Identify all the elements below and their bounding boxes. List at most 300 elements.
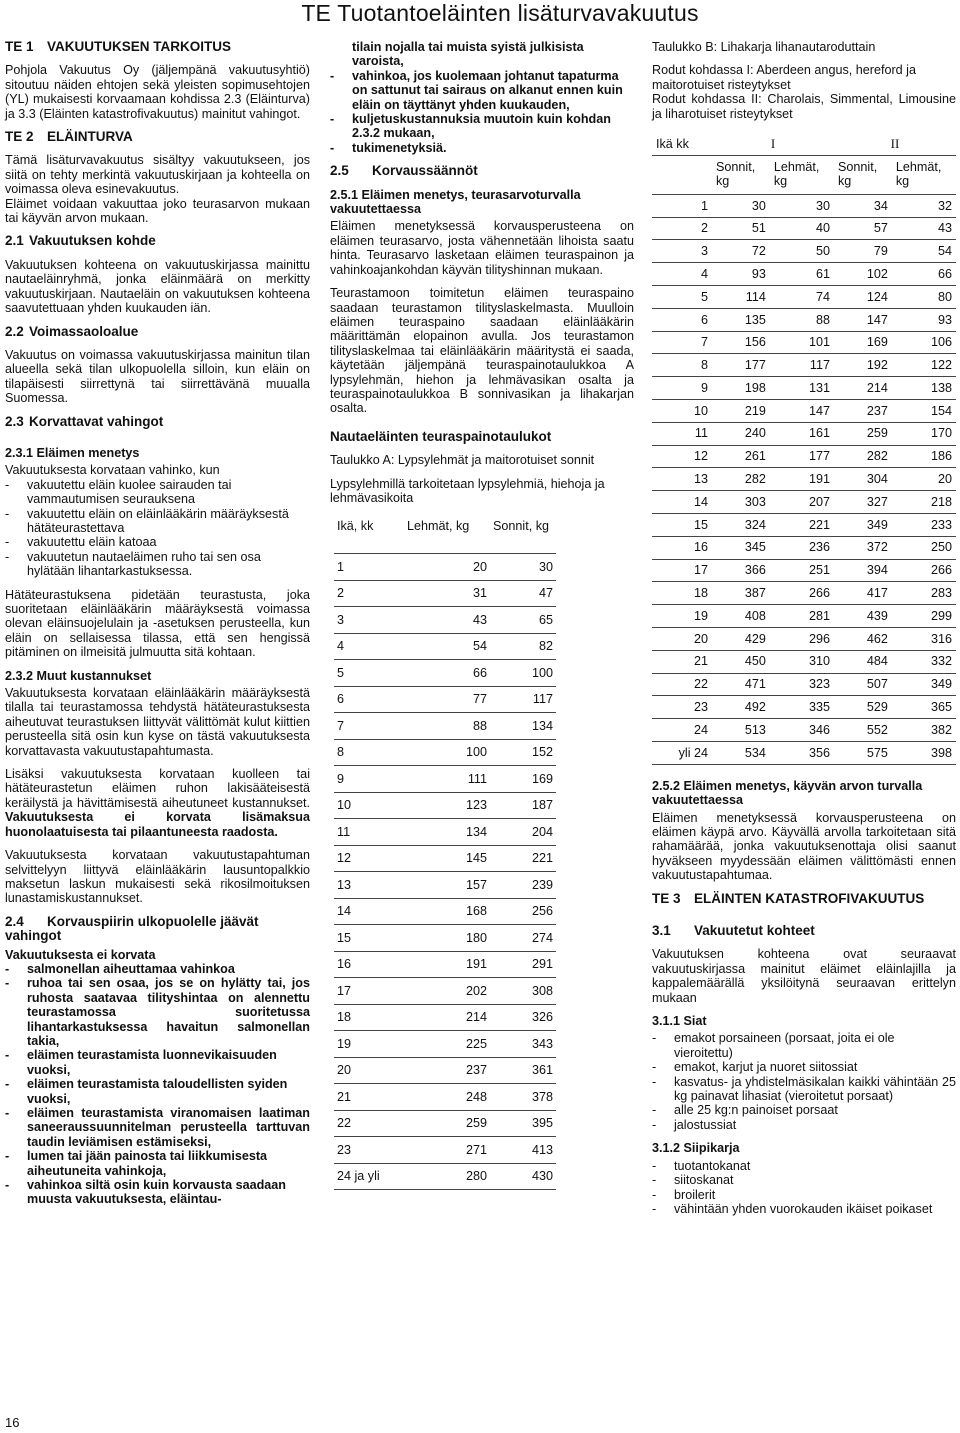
table-cell: 462 <box>834 627 892 650</box>
table-cell: 191 <box>770 468 834 491</box>
pigs-list <box>652 1031 956 1132</box>
table-row <box>652 377 956 400</box>
section-2-5-2-text: Eläimen menetyksessä korvausperusteena on eläimen käypä arvo. Käyvällä arvolla tarkoitetaan sitä rahamäärää, jonka vakuutuksenottaja olisi saanut hyväkseen myydessään eläimen välittömästi ennen vakuutustapahtumaa. <box>652 810 956 883</box>
table-cell: 2 <box>652 217 712 240</box>
list-item: - emakot, karjut ja nuoret siitossiat <box>652 1060 956 1074</box>
table-cell: 22 <box>334 1110 404 1137</box>
table-subheader: Sonnit, kg <box>834 155 892 194</box>
table-cell: 61 <box>770 263 834 286</box>
table-cell: 82 <box>490 633 556 660</box>
table-cell: 366 <box>712 559 770 582</box>
table-cell: 471 <box>712 673 770 696</box>
heading-2-5-1: 2.5.1 Eläimen menetys, teurasarvoturvalla vakuutettaessa <box>330 187 581 217</box>
table-cell: 237 <box>404 1057 490 1084</box>
table-cell: 372 <box>834 536 892 559</box>
table-cell: 207 <box>770 491 834 514</box>
table-cell: 191 <box>404 951 490 978</box>
table-cell: 12 <box>334 845 404 872</box>
table-row <box>652 400 956 423</box>
table-row <box>652 286 956 309</box>
table-row <box>334 686 556 713</box>
table-cell: 346 <box>770 719 834 742</box>
table-cell: 111 <box>404 766 490 793</box>
heading-3-1: 3.1 Vakuutetut kohteet <box>652 923 815 938</box>
table-cell: 225 <box>404 1031 490 1058</box>
table-cell: 484 <box>834 650 892 673</box>
table-cell: 324 <box>712 513 770 536</box>
table-cell: 349 <box>892 673 956 696</box>
table-cell: 492 <box>712 696 770 719</box>
list-item: - ruhoa tai sen osaa, jos se on hylätty tai, jos ruhosta saatavaa tilityshintaa on alennettu teurastamossa suoritetussa lihantarkastuksessa havaitun salmonellan takia, <box>5 976 310 1048</box>
table-cell: 221 <box>770 513 834 536</box>
list-item: - eläimen teurastamista luonnevikaisuuden vuoksi, <box>5 1048 310 1077</box>
list-item: - kasvatus- ja yhdistelmäsikalan kaikki vähintään 25 kg painavat lihasiat (vieroitetut porsaat) <box>652 1075 956 1104</box>
section-2-3-1-intro: Vakuutuksesta korvataan vahinko, kun <box>5 463 220 478</box>
table-cell: 204 <box>490 819 556 846</box>
table-cell: 88 <box>404 713 490 740</box>
table-cell: 30 <box>490 554 556 581</box>
table-cell: 326 <box>490 1004 556 1031</box>
table-cell: 147 <box>834 308 892 331</box>
page-number: 16 <box>5 1415 20 1430</box>
table-subheader: Lehmät, kg <box>892 155 956 194</box>
table-cell: 250 <box>892 536 956 559</box>
heading-2-3: 2.3 Korvattavat vahingot <box>5 413 164 429</box>
table-header: Lehmät, kg <box>404 511 490 554</box>
table-cell: 281 <box>770 605 834 628</box>
table-cell: 72 <box>712 240 770 263</box>
table-cell: 156 <box>712 331 770 354</box>
table-cell: 9 <box>334 766 404 793</box>
table-row <box>652 445 956 468</box>
table-row <box>334 1110 556 1137</box>
table-cell: 93 <box>892 308 956 331</box>
table-row <box>334 580 556 607</box>
table-row <box>334 660 556 687</box>
table-cell: 237 <box>834 400 892 423</box>
table-cell: 5 <box>334 660 404 687</box>
section-2-3-2-paragraph-1: Vakuutuksesta korvataan eläinlääkärin määräyksestä tilalla tai teurastamossa tehdystä hätäteurastuksesta aiheutuvat teurastuksen liittyvät välittömät kulut kiittien perusteella sitä osin kun kyse on tästä vakuutuksesta korvattavasta vakuutustapahtumasta. <box>5 686 310 758</box>
carcass-weight-table-a <box>334 511 556 1190</box>
table-cell: 57 <box>834 217 892 240</box>
table-cell: 192 <box>834 354 892 377</box>
table-cell: 256 <box>490 898 556 925</box>
table-cell: 88 <box>770 308 834 331</box>
table-row <box>334 739 556 766</box>
exclusions-list <box>5 962 310 1207</box>
heading-2-2: 2.2 Voimassaoloalue <box>5 323 139 339</box>
table-header-group-2: II <box>834 133 956 155</box>
table-cell: 47 <box>490 580 556 607</box>
table-cell: 32 <box>892 194 956 217</box>
list-item: - vakuutetun nautaeläimen ruho tai sen osa hylätään lihantarkastuksessa. <box>5 550 310 579</box>
table-cell: 1 <box>334 554 404 581</box>
table-cell: 74 <box>770 286 834 309</box>
table-cell: 20 <box>652 627 712 650</box>
column-1 <box>5 40 310 1216</box>
table-cell: 274 <box>490 925 556 952</box>
table-cell: 65 <box>490 607 556 634</box>
table-b-caption: Taulukko B: Lihakarja lihanautaroduttain <box>652 40 876 54</box>
table-row <box>334 633 556 660</box>
table-subheader: Lehmät, kg <box>770 155 834 194</box>
table-cell: 552 <box>834 719 892 742</box>
table-row <box>652 422 956 445</box>
table-cell: 271 <box>404 1137 490 1164</box>
table-cell: 17 <box>652 559 712 582</box>
table-cell: 152 <box>490 739 556 766</box>
emergency-slaughter-text: Hätäteurastuksena pidetään teurastusta, joka suoritetaan eläinlääkärin määräyksestä voimassa olevan eläinsuojelulain ja -asetuksen perusteella, kun eläin on sellaisessa tilassa, että sen hengissä pitäminen on ilmeisitä julmuutta sitä kohtaan. <box>5 587 310 660</box>
table-cell: 30 <box>770 194 834 217</box>
table-cell: 117 <box>490 686 556 713</box>
list-item: - tukimenetyksiä. <box>330 141 634 155</box>
table-row <box>334 554 556 581</box>
list-item: - eläimen teurastamista viranomaisen laatiman saneeraussuunnitelman perusteella tarttuvan taudin leviämisen estämiseksi, <box>5 1106 310 1149</box>
table-row <box>334 819 556 846</box>
table-cell: 14 <box>334 898 404 925</box>
table-row <box>652 741 956 764</box>
table-cell: 8 <box>334 739 404 766</box>
section-2-5-1-paragraph-1: Eläimen menetyksessä korvausperusteena on eläimen teurasarvo, josta vähennetään lihoista saatu hinta. Teurasarvo lasketaan eläimen teuraspainon ja vahinkoajankohdan käyvän tilityshinnan mukaan. <box>330 219 634 277</box>
table-row <box>334 766 556 793</box>
table-cell: 214 <box>404 1004 490 1031</box>
table-cell: 114 <box>712 286 770 309</box>
table-row <box>652 354 956 377</box>
table-cell: 327 <box>834 491 892 514</box>
table-header: Sonnit, kg <box>490 511 556 554</box>
te2-paragraph-1: Tämä lisäturvavakuutus sisältyy vakuutukseen, jos siitä on tehty merkintä vakuutuskirjaan ja kohteella on voimassa oleva esinevakuutus. <box>5 153 310 197</box>
table-cell: 2 <box>334 580 404 607</box>
loss-list <box>5 478 310 579</box>
table-cell: 13 <box>652 468 712 491</box>
table-cell: 266 <box>892 559 956 582</box>
carcass-tables-heading: Nautaeläinten teuraspainotaulukot <box>330 428 552 444</box>
table-cell: 11 <box>652 422 712 445</box>
table-b-class-1: Rodut kohdassa I: Aberdeen angus, hereford ja maitorotuiset risteytykset <box>652 63 916 92</box>
table-cell: 170 <box>892 422 956 445</box>
table-cell: 154 <box>892 400 956 423</box>
table-row <box>652 331 956 354</box>
table-cell: 202 <box>404 978 490 1005</box>
table-row <box>334 925 556 952</box>
heading-2-3-1: 2.3.1 Eläimen menetys <box>5 445 140 460</box>
table-cell: 24 ja yli <box>334 1163 404 1190</box>
table-cell: 13 <box>334 872 404 899</box>
table-cell: 349 <box>834 513 892 536</box>
table-cell: 54 <box>892 240 956 263</box>
table-row <box>334 898 556 925</box>
table-row <box>652 513 956 536</box>
table-cell: 575 <box>834 741 892 764</box>
heading-2-3-2: 2.3.2 Muut kustannukset <box>5 668 152 683</box>
table-header: Ikä kk <box>652 133 712 155</box>
table-cell: 343 <box>490 1031 556 1058</box>
table-cell: 168 <box>404 898 490 925</box>
table-cell: 24 <box>652 719 712 742</box>
heading-2-1: 2.1 Vakuutuksen kohde <box>5 233 156 249</box>
table-row <box>334 1031 556 1058</box>
table-row <box>652 217 956 240</box>
table-b-class-2: Rodut kohdassa II: Charolais, Simmental, Limousine ja liharotuiset risteytykset <box>652 92 956 121</box>
table-cell: 296 <box>770 627 834 650</box>
heading-te2: TE 2 ELÄINTURVA <box>5 129 133 145</box>
table-cell: 280 <box>404 1163 490 1190</box>
table-row <box>652 696 956 719</box>
table-cell: 19 <box>334 1031 404 1058</box>
table-cell: 122 <box>892 354 956 377</box>
table-cell: 187 <box>490 792 556 819</box>
table-cell: 1 <box>652 194 712 217</box>
table-cell: 93 <box>712 263 770 286</box>
table-cell: 138 <box>892 377 956 400</box>
column-3 <box>652 40 956 1225</box>
table-cell: 40 <box>770 217 834 240</box>
table-cell: 124 <box>834 286 892 309</box>
table-cell: 439 <box>834 605 892 628</box>
list-item: - salmonellan aiheuttamaa vahinkoa <box>5 962 310 976</box>
table-cell: 6 <box>334 686 404 713</box>
list-item: - eläimen teurastamista taloudellisten syiden vuoksi, <box>5 1077 310 1106</box>
heading-te3: TE 3 ELÄINTEN KATASTROFIVAKUUTUS <box>652 890 925 906</box>
list-item: - vähintään yhden vuorokauden ikäiset poikaset <box>652 1202 956 1216</box>
continued-text: tilain nojalla tai muista syistä julkisista varoista, <box>352 40 584 69</box>
table-cell: 21 <box>334 1084 404 1111</box>
table-cell: 10 <box>652 400 712 423</box>
table-cell: 177 <box>770 445 834 468</box>
list-item: - vakuutettu eläin on eläinlääkärin määräyksestä hätäteurastettava <box>5 507 310 536</box>
table-cell: 387 <box>712 582 770 605</box>
list-item: - alle 25 kg:n painoiset porsaat <box>652 1103 956 1117</box>
table-cell: 147 <box>770 400 834 423</box>
table-cell: 239 <box>490 872 556 899</box>
table-row <box>652 491 956 514</box>
table-cell: yli 24 <box>652 741 712 764</box>
table-cell: 282 <box>712 468 770 491</box>
table-row <box>334 845 556 872</box>
table-cell: 3 <box>334 607 404 634</box>
section-2-5-1-paragraph-2: Teurastamoon toimitetun eläimen teuraspaino saadaan teurastamon tilityslaskelmasta. Muulloin eläimen teuraspaino saadaan eläinlääkärin määrittämän elopainon avulla. Jos teurastamon tilityslaskelmaa tai eläinlääkärin määritystä ei saada, käytetään jäljempänä teuraspainotaulukkoa A lypsylehmän, hiehon ja lehmävasikan osalta ja teuraspainotaulukkoa B sonnivasikan ja lihakarjan osalta. <box>330 286 634 416</box>
table-cell: 398 <box>892 741 956 764</box>
table-cell: 79 <box>834 240 892 263</box>
table-cell: 161 <box>770 422 834 445</box>
table-cell: 18 <box>334 1004 404 1031</box>
table-cell: 450 <box>712 650 770 673</box>
table-cell: 4 <box>334 633 404 660</box>
table-cell: 283 <box>892 582 956 605</box>
table-row <box>652 582 956 605</box>
table-cell: 534 <box>712 741 770 764</box>
table-cell: 291 <box>490 951 556 978</box>
table-row <box>334 1137 556 1164</box>
table-cell: 80 <box>892 286 956 309</box>
table-cell: 6 <box>652 308 712 331</box>
table-cell: 135 <box>712 308 770 331</box>
table-cell: 323 <box>770 673 834 696</box>
table-cell: 316 <box>892 627 956 650</box>
table-cell: 236 <box>770 536 834 559</box>
list-item: - lumen tai jään painosta tai liikkumisesta aiheutuneita vahinkoja, <box>5 1149 310 1178</box>
table-row <box>652 240 956 263</box>
table-cell: 10 <box>334 792 404 819</box>
table-cell: 7 <box>652 331 712 354</box>
table-cell: 308 <box>490 978 556 1005</box>
table-row <box>652 194 956 217</box>
table-cell: 218 <box>892 491 956 514</box>
column-2 <box>330 40 634 1190</box>
te1-text: Pohjola Vakuutus Oy (jäljempänä vakuutusyhtiö) sitoutuu näiden ehtojen sekä yleisten sopimusehtojen (YL) mukaisesti korvaamaan kohdissa 2.3 (Eläinturva) ja 3.3 (Eläinten katastrofivakuutus) mainitut vahingot. <box>5 63 310 121</box>
table-row <box>652 536 956 559</box>
table-a-description: Lypsylehmillä tarkoitetaan lypsylehmiä, hiehoja ja lehmävasikoita <box>330 476 605 505</box>
table-cell: 169 <box>834 331 892 354</box>
table-cell: 233 <box>892 513 956 536</box>
table-cell: 16 <box>334 951 404 978</box>
table-header: Ikä, kk <box>334 511 404 554</box>
table-cell: 332 <box>892 650 956 673</box>
table-row <box>652 308 956 331</box>
list-item: - vakuutettu eläin katoaa <box>5 535 310 549</box>
table-cell: 345 <box>712 536 770 559</box>
table-cell: 17 <box>334 978 404 1005</box>
table-cell: 180 <box>404 925 490 952</box>
section-2-3-2-paragraph-2: Lisäksi vakuutuksesta korvataan kuolleen tai hätäteurastetun eläimen ruhon lakisääteisestä keräilystä ja hävittämisestä aiheutuneet kustannukset. Vakuutuksesta ei korvata lisämaksua huonolaatuisesta tai pilaantuneesta raadosta. <box>5 767 310 839</box>
table-row <box>334 1163 556 1190</box>
heading-2-5: 2.5 Korvaussäännöt <box>330 163 478 179</box>
list-item: - vahinkoa siltä osin kuin korvausta saadaan muusta vakuutuksesta, eläintau- <box>5 1178 310 1207</box>
te2-paragraph-2: Eläimet voidaan vakuuttaa joko teurasarvon mukaan tai käyvän arvon mukaan. <box>5 196 310 226</box>
table-cell: 15 <box>334 925 404 952</box>
table-cell: 14 <box>652 491 712 514</box>
list-item: - tuotantokanat <box>652 1159 956 1173</box>
table-cell: 177 <box>712 354 770 377</box>
table-cell: 365 <box>892 696 956 719</box>
table-cell: 23 <box>652 696 712 719</box>
table-row <box>334 607 556 634</box>
table-cell: 251 <box>770 559 834 582</box>
table-cell: 529 <box>834 696 892 719</box>
section-2-4-intro: Vakuutuksesta ei korvata <box>5 947 156 962</box>
table-cell: 51 <box>712 217 770 240</box>
table-cell: 131 <box>770 377 834 400</box>
table-cell: 169 <box>490 766 556 793</box>
section-2-1-text: Vakuutuksen kohteena on vakuutuskirjassa mainittu nautaeläinryhmä, jonka eläinmäärä on merkitty vakuutuskirjaan. Nautaeläin on vakuutuksen kohteena saavutettuaan yhden kuukauden iän. <box>5 257 310 316</box>
table-row <box>334 978 556 1005</box>
table-cell: 378 <box>490 1084 556 1111</box>
table-row <box>334 1084 556 1111</box>
table-cell: 102 <box>834 263 892 286</box>
table-cell: 31 <box>404 580 490 607</box>
table-cell: 34 <box>834 194 892 217</box>
table-cell: 4 <box>652 263 712 286</box>
table-cell: 186 <box>892 445 956 468</box>
list-item: - jalostussiat <box>652 1118 956 1132</box>
table-header-group-1: I <box>712 133 834 155</box>
heading-3-1-2: 3.1.2 Siipikarja <box>652 1141 740 1156</box>
table-cell: 198 <box>712 377 770 400</box>
table-row <box>334 951 556 978</box>
table-cell: 21 <box>652 650 712 673</box>
table-cell: 50 <box>770 240 834 263</box>
table-cell: 219 <box>712 400 770 423</box>
table-cell: 16 <box>652 536 712 559</box>
section-3-1-text: Vakuutuksen kohteena ovat seuraavat vakuutuskirjassa mainitut eläimet eläinlajilla ja kappalemäärällä yksilöitynä seuraavan erittelyn mukaan <box>652 947 956 1005</box>
table-cell: 395 <box>490 1110 556 1137</box>
table-cell: 266 <box>770 582 834 605</box>
table-cell: 356 <box>770 741 834 764</box>
list-item: - vahinkoa, jos kuolemaan johtanut tapaturma on sattunut tai sairaus on alkanut ennen kuin eläin on täyttänyt yhden kuukauden, <box>330 69 634 112</box>
table-row <box>334 792 556 819</box>
heading-2-4: 2.4 Korvauspiirin ulkopuolelle jäävät vahingot <box>5 913 259 944</box>
table-cell: 54 <box>404 633 490 660</box>
table-row <box>652 263 956 286</box>
table-cell: 304 <box>834 468 892 491</box>
table-row <box>334 713 556 740</box>
table-cell: 507 <box>834 673 892 696</box>
table-cell: 408 <box>712 605 770 628</box>
table-row <box>334 1004 556 1031</box>
table-cell: 259 <box>404 1110 490 1137</box>
section-2-3-2-paragraph-3: Vakuutuksesta korvataan vakuutustapahtuman selvittelyyn liittyvä eläinlääkärin lausuntopalkkio maksetun laskun mukaisesti sekä rikosilmoituksen lunastamiskustannukset. <box>5 848 310 906</box>
table-cell: 134 <box>404 819 490 846</box>
table-row <box>652 627 956 650</box>
table-cell: 66 <box>892 263 956 286</box>
table-subheader: Sonnit, kg <box>712 155 770 194</box>
table-cell: 513 <box>712 719 770 742</box>
table-cell: 7 <box>334 713 404 740</box>
list-item: - kuljetuskustannuksia muutoin kuin kohdan 2.3.2 mukaan, <box>330 112 634 141</box>
table-cell: 157 <box>404 872 490 899</box>
table-row <box>652 605 956 628</box>
table-cell: 134 <box>490 713 556 740</box>
section-2-2-text: Vakuutus on voimassa vakuutuskirjassa mainitun tilan alueella sekä tilan ulkopuolella silloin, kun eläin on tilapäisesti siirrettynä tai siirrettävänä muualla Suomessa. <box>5 347 310 406</box>
list-item: - emakot porsaineen (porsaat, joita ei ole vieroitettu) <box>652 1031 956 1060</box>
table-row <box>652 650 956 673</box>
continued-exclusions-list <box>330 69 634 155</box>
table-cell: 106 <box>892 331 956 354</box>
list-item: - vakuutettu eläin kuolee sairauden tai vammautumisen seurauksena <box>5 478 310 507</box>
table-cell: 19 <box>652 605 712 628</box>
table-cell: 214 <box>834 377 892 400</box>
table-cell: 43 <box>892 217 956 240</box>
table-cell: 20 <box>334 1057 404 1084</box>
table-cell: 30 <box>712 194 770 217</box>
table-cell: 43 <box>404 607 490 634</box>
table-row <box>652 468 956 491</box>
table-cell: 413 <box>490 1137 556 1164</box>
table-row <box>652 673 956 696</box>
table-cell: 382 <box>892 719 956 742</box>
heading-3-1-1: 3.1.1 Siat <box>652 1014 707 1029</box>
table-cell: 429 <box>712 627 770 650</box>
table-cell: 117 <box>770 354 834 377</box>
table-cell: 11 <box>334 819 404 846</box>
table-cell: 20 <box>404 554 490 581</box>
heading-2-5-2: 2.5.2 Eläimen menetys, käyvän arvon turvalla vakuutettaessa <box>652 778 923 808</box>
table-cell: 261 <box>712 445 770 468</box>
table-cell: 123 <box>404 792 490 819</box>
table-cell: 240 <box>712 422 770 445</box>
table-cell: 361 <box>490 1057 556 1084</box>
table-row <box>334 872 556 899</box>
table-cell: 5 <box>652 286 712 309</box>
table-cell: 77 <box>404 686 490 713</box>
table-cell: 145 <box>404 845 490 872</box>
table-cell: 259 <box>834 422 892 445</box>
table-cell: 9 <box>652 377 712 400</box>
table-row <box>652 559 956 582</box>
table-cell: 66 <box>404 660 490 687</box>
heading-te1: TE 1 VAKUUTUKSEN TARKOITUS <box>5 39 231 54</box>
table-cell: 12 <box>652 445 712 468</box>
